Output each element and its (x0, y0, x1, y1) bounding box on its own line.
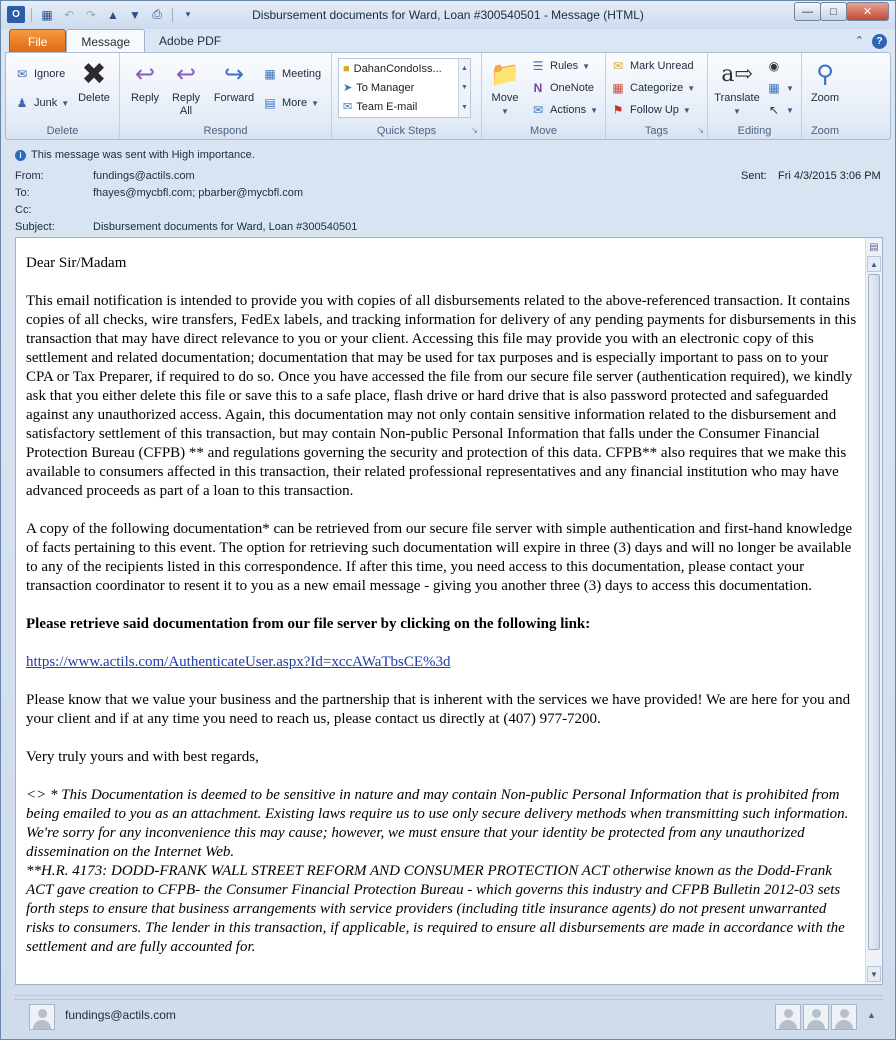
close-button[interactable]: ✕ (846, 2, 889, 21)
message-body-text (26, 254, 858, 957)
related-icon: ▦ (768, 81, 780, 95)
group-label: Delete (46, 125, 79, 137)
magnifier-icon: ⚲ (816, 60, 834, 88)
body-paragraph: A copy of the following documentation* can be retrieved from our secure file server with simple authentication and first-hand knowledge of facts pertaining to this event. The option for retrieving such documentation will expire in three (3) days and will no longer be available to any of the recipients listed in this correspondence. If after this time, you need access to this documentation, please contact your transaction coordinator to resent it to you as a new email message - giving you another three (3) days to access this documentation. (26, 521, 852, 594)
reply-all-button[interactable]: ↩ Reply All (168, 58, 204, 118)
expand-gallery-icon[interactable]: ▼ (461, 103, 468, 111)
rules-icon: ☰ (532, 59, 544, 73)
reply-all-icon: ↩ (175, 60, 197, 88)
chevron-down-icon: ▼ (682, 105, 691, 115)
move-folder-icon: 📁 (490, 60, 520, 88)
avatar[interactable] (775, 1004, 801, 1030)
to-label: To: (15, 187, 30, 199)
chevron-down-icon: ▼ (501, 107, 509, 116)
sender-name[interactable]: fundings@actils.com (65, 1008, 176, 1022)
chevron-down-icon: ▼ (733, 107, 741, 116)
maximize-button[interactable]: □ (820, 2, 847, 21)
subject-label: Subject: (15, 221, 55, 233)
footnote: **H.R. 4173: DODD-FRANK WALL STREET REFORM AND CONSUMER PROTECTION ACT otherwise known as the Dodd-Frank ACT gave creation to CFPB- the Consumer Financial Protection Bureau - which governs this industry and CFPB Bulletin 2012-03 sets forth steps to ensure that business arrangements with service providers (including title insurance agents) do not present unwarranted risks to consumers. The lender in this transaction, if applicable, is required to ensure all disbursements are made in accordance with the settlement and are fully accounted for. (26, 863, 845, 955)
window-title: Disbursement documents for Ward, Loan #300540501 - Message (HTML) (252, 8, 644, 22)
collapse-ribbon-icon[interactable]: ⌃ (854, 35, 864, 47)
body-scrollbar[interactable] (865, 238, 882, 984)
message-body[interactable] (15, 237, 883, 985)
select-button[interactable] (766, 101, 794, 119)
cursor-icon: ↖ (768, 103, 780, 117)
scroll-thumb[interactable] (868, 274, 880, 950)
more-icon: ▤ (264, 96, 276, 110)
group-label: Quick Steps (376, 125, 437, 137)
group-label: Editing (737, 125, 772, 137)
tab-file[interactable]: File (9, 29, 66, 53)
avatar[interactable] (803, 1004, 829, 1030)
customize-toolbar-icon[interactable]: ▾ (185, 9, 191, 19)
mark-unread-button[interactable]: ✉ Mark Unread (610, 57, 694, 75)
group-move (482, 53, 606, 139)
group-delete (6, 53, 120, 139)
avatar-shoulders (807, 1020, 825, 1029)
avatar-shoulders (33, 1020, 51, 1029)
closing: Very truly yours and with best regards, (26, 749, 259, 765)
reply-button[interactable]: ↩ Reply (128, 58, 162, 105)
calendar-icon: ▦ (264, 67, 276, 81)
dialog-launcher-icon[interactable]: ↘ (471, 126, 478, 135)
chevron-down-icon: ▼ (590, 105, 598, 115)
dialog-launcher-icon[interactable]: ↘ (697, 126, 704, 135)
title-bar (1, 1, 895, 29)
related-button[interactable] (766, 79, 794, 97)
sent-label: Sent: (741, 170, 767, 182)
next-item-icon[interactable]: ▼ (129, 7, 141, 22)
scroll-up-button[interactable]: ▲ (867, 256, 881, 272)
chevron-up-icon[interactable]: ▲ (461, 65, 468, 73)
categorize-icon: ▦ (612, 81, 624, 95)
sent-value: Fri 4/3/2015 3:06 PM (778, 170, 881, 182)
redo-icon[interactable]: ↷ (85, 7, 97, 22)
previous-item-icon[interactable]: ▲ (107, 7, 119, 22)
ribbon-tab-controls (855, 34, 887, 49)
folder-icon: ■ (343, 62, 350, 75)
meeting-button[interactable]: ▦ Meeting (262, 65, 321, 83)
quick-step-item[interactable]: ■ DahanCondoIss... (343, 62, 442, 75)
people-pane (15, 995, 883, 1033)
view-options-icon[interactable]: ▤ (869, 241, 879, 253)
print-icon[interactable]: ⎙ (152, 7, 162, 21)
translate-icon: a⇨ (721, 61, 753, 87)
group-respond (120, 53, 332, 139)
ignore-icon: ✉ (16, 67, 28, 81)
team-email-icon: ✉ (343, 101, 353, 113)
subject-value: Disbursement documents for Ward, Loan #300540501 (93, 221, 358, 233)
forward-icon: ➤ (343, 82, 353, 94)
flag-icon: ⚑ (612, 103, 624, 117)
group-quick-steps (332, 53, 482, 139)
avatar-shoulders (835, 1020, 853, 1029)
zoom-button[interactable]: ⚲ Zoom (806, 58, 844, 105)
gallery-scrollbar[interactable] (458, 59, 470, 117)
info-icon: i (15, 150, 26, 161)
body-paragraph: Please know that we value your business and the partnership that is inherent with the services we have provided! We are here for you and your client and if at any time you need to reach us, please contact us directly at (407) 977-7200. (26, 692, 851, 727)
forward-button[interactable]: ↪ Forward (210, 58, 258, 105)
group-zoom (802, 53, 848, 139)
avatar-head (840, 1009, 849, 1018)
outlook-icon[interactable]: O (7, 6, 25, 23)
from-value[interactable]: fundings@actils.com (93, 170, 195, 182)
forward-icon: ↪ (223, 60, 245, 88)
chevron-down-icon: ▼ (687, 83, 696, 93)
quick-step-item[interactable]: ➤ To Manager (343, 81, 415, 94)
move-button[interactable]: 📁 Move ▼ (488, 58, 522, 118)
quick-step-item[interactable]: ✉ Team E-mail (343, 100, 418, 113)
importance-infobar: i This message was sent with High importance. (15, 149, 255, 161)
to-value[interactable]: fhayes@mycbfl.com; pbarber@mycbfl.com (93, 187, 304, 199)
expand-pane-icon[interactable]: ▲ (867, 1010, 876, 1020)
junk-button[interactable]: ♟ Junk ▼ (14, 94, 69, 112)
actions-button[interactable]: ✉ Actions ▼ (530, 101, 598, 119)
group-label: Move (530, 125, 557, 137)
reply-icon: ↩ (134, 60, 156, 88)
group-editing (708, 53, 802, 139)
chevron-down-icon: ▼ (61, 98, 70, 108)
avatar-head (38, 1009, 47, 1018)
delete-icon: ✖ (81, 57, 107, 91)
footnote: <> * This Documentation is deemed to be sensitive in nature and may contain Non-public Personal Information that is prohibited from being emailed to you as an attachment. Existing laws require us to use only secure delivery methods when transmitting such information. We're sorry for any inconvenience this may cause; however, we must ensure that your identity be protected from any unauthorized dissemination on the Internet Web. (26, 787, 849, 860)
follow-up-button[interactable]: ⚑ Follow Up ▼ (610, 101, 691, 119)
avatar[interactable] (29, 1004, 55, 1030)
authenticate-link[interactable]: https://www.actils.com/AuthenticateUser.aspx?Id=xccAWaTbsCE%3d (26, 654, 451, 670)
from-label: From: (15, 170, 44, 182)
junk-icon: ♟ (16, 96, 28, 110)
body-paragraph: This email notification is intended to provide you with copies of all disbursements related to the above-referenced transaction. It contains copies of all checks, wire transfers, FedEx labels, and tracking information for delivery of any pending payments for disbursements in this transaction that may have direct relevance to you or your client. Accessing this file may provide you with an electronic copy of this settlement and related documentation; documentation that may be used for tax purposes and is especially important to pass on to your CPA or Tax Preparer, if required to do so. Once you have accessed the file from our secure file server (authentication required), we kindly ask that you either delete this file or save this to a safe place, flash drive or hard drive that is also password protected and safeguarded against any unauthorized access. Again, this documentation may not only contain sensitive information related to the disbursement and satisfactory settlement of this transaction, but may contain Non-public Personal Information that falls under the Consumer Financial Protection Bureau (CFPB) ** and regulations governing the security and protection of this data. CFPB** also requires that we make this available to consumers affected in this transaction, their related professional representatives and any financial institution who may have advanced proceeds as part of a loan to this transaction. (26, 293, 857, 499)
chevron-down-icon: ▼ (311, 98, 319, 108)
chevron-down-icon: ▼ (582, 61, 591, 71)
group-tags (606, 53, 708, 139)
tab-adobe-pdf[interactable]: Adobe PDF (159, 34, 222, 48)
chevron-down-icon: ▼ (786, 83, 794, 93)
avatar-head (812, 1009, 821, 1018)
find-button[interactable] (766, 57, 782, 75)
delete-button[interactable]: ✖ Delete (78, 57, 110, 104)
ignore-button[interactable]: ✉ Ignore (14, 65, 65, 83)
ribbon (5, 52, 891, 140)
actions-icon: ✉ (532, 103, 544, 117)
ribbon-tabs (9, 29, 235, 53)
binoculars-icon: ◉ (768, 59, 780, 73)
group-label: Zoom (810, 125, 840, 137)
undo-icon[interactable]: ↶ (63, 7, 75, 22)
link-instruction: Please retrieve said documentation from our file server by clicking on the following link: (26, 616, 591, 632)
save-icon[interactable]: ▦ (41, 7, 53, 22)
rules-button[interactable]: ☰ Rules ▼ (530, 57, 590, 75)
cc-label: Cc: (15, 204, 32, 216)
pane-resize-handle[interactable] (15, 996, 883, 1000)
link-paragraph (26, 653, 858, 672)
avatar-shoulders (779, 1020, 797, 1029)
group-label: Respond (203, 125, 248, 137)
onenote-button[interactable]: N OneNote (530, 79, 594, 97)
tab-message[interactable]: Message (66, 29, 145, 53)
mark-unread-icon: ✉ (612, 59, 624, 73)
onenote-icon: N (533, 81, 543, 95)
chevron-down-icon: ▼ (786, 105, 794, 115)
translate-button[interactable]: a⇨ Translate ▼ (712, 58, 762, 118)
quick-steps-gallery (338, 58, 471, 118)
window-controls (795, 2, 889, 21)
more-button[interactable]: ▤ More ▼ (262, 94, 319, 112)
sent-row (741, 170, 881, 182)
minimize-button[interactable]: — (794, 2, 821, 21)
greeting: Dear Sir/Madam (26, 255, 127, 271)
categorize-button[interactable]: ▦ Categorize ▼ (610, 79, 695, 97)
chevron-down-icon[interactable]: ▼ (461, 84, 468, 92)
avatar[interactable] (831, 1004, 857, 1030)
avatar-head (784, 1009, 793, 1018)
help-icon[interactable]: ? (872, 34, 887, 49)
group-label: Tags (644, 125, 669, 137)
scroll-down-button[interactable]: ▼ (867, 966, 881, 982)
